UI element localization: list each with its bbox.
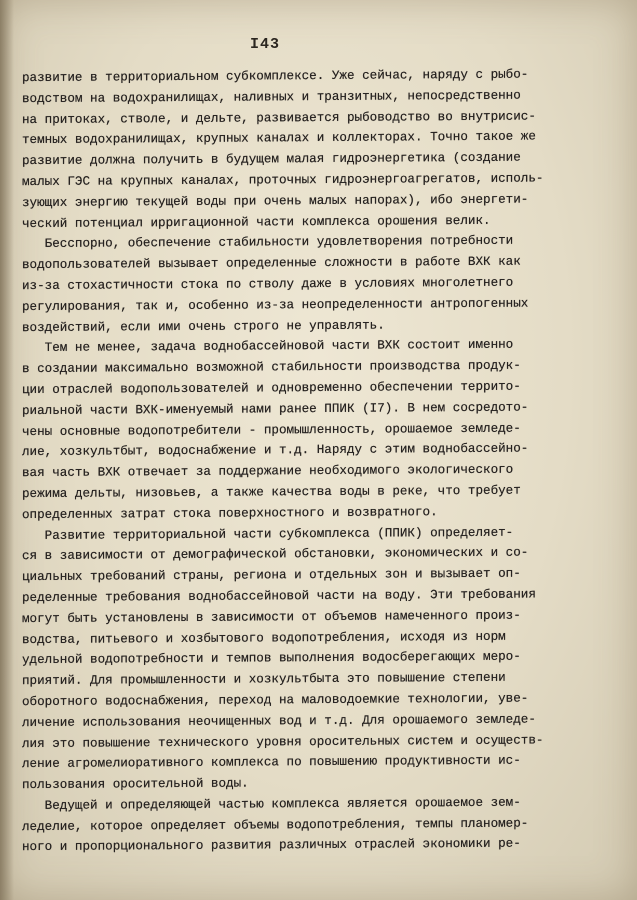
text-line: малых ГЭС на крупных каналах, проточных гидроэнергоагрегатов, исполь-	[22, 171, 544, 190]
text-line: зующих энергию текущей воды при очень малых напорах), ибо энергети-	[22, 192, 529, 210]
text-line: в создании максимально возможной стабильности производства продук-	[22, 358, 521, 377]
text-line: водства, питьевого и хозбытового водопотребления, исходя из норм	[22, 629, 506, 647]
text-line: водопользователей вызывает определенные сложности в работе ВХК как	[22, 254, 521, 273]
text-line: развитие должна получить в будущем малая гидроэнергетика (создание	[22, 150, 521, 169]
text-line: определенных затрат стока поверхностного и возвратного.	[22, 504, 438, 522]
text-line: риальной части ВХК-именуемый нами ранее ППИК (I7). В нем сосредото-	[22, 400, 529, 418]
text-line: темных водохранилищах, крупных каналах и коллекторах. Точно такое же	[22, 129, 536, 148]
page-number: I43	[250, 36, 281, 53]
text-line: воздействий, если ими очень строго не управлять.	[22, 318, 385, 335]
text-line: ся в зависимости от демографической обстановки, экономических и со-	[22, 545, 529, 564]
text-line: из-за стохастичности стока по стволу даже в условиях многолетнего	[22, 275, 514, 294]
text-line: личение использования неочищенных вод и т.д. Для орошаемого земледе-	[22, 712, 536, 730]
text-line: Развитие территориальной части субкомплекса (ППИК) определяет-	[22, 525, 514, 543]
text-line: Ведущей и определяющей частью комплекса является орошаемое зем-	[22, 795, 521, 813]
text-line: ческий потенциал ирригационной части комплекса орошения велик.	[22, 213, 491, 231]
text-line: вая часть ВХК отвечает за поддержание необходимого экологического	[22, 462, 514, 481]
text-line: леделие, которое определяет объемы водопотребления, темпы планомер-	[22, 816, 529, 834]
text-line: приятий. Для промышленности и хозкультбыта это повышение степени	[22, 670, 506, 689]
text-line: ции отраслей водопользователей и одновременно обеспечении террито-	[22, 379, 521, 398]
text-line: режима дельты, низовьев, а также качества воды в реке, что требует	[22, 483, 521, 502]
text-line: лия это повышение технического уровня оросительных систем и осуществ-	[22, 732, 544, 751]
text-line: лие, хозкультбыт, водоснабжение и т.д. Наряду с этим воднобассейно-	[22, 441, 529, 460]
text-line: удельной водопотребности и темпов выполнения водосберегающих меро-	[22, 649, 521, 668]
text-line: водством на водохранилищах, наливных и транзитных, непосредственно	[22, 88, 521, 106]
text-line: пользования оросительной воды.	[22, 776, 249, 793]
text-line: оборотного водоснабжения, переход на маловодоемкие технологии, уве-	[22, 691, 529, 710]
text-line: развитие в территориальном субкомплексе. Уже сейчас, наряду с рыбо-	[22, 67, 529, 86]
text-line: регулирования, так и, особенно из-за неопределенности антропогенных	[22, 296, 529, 314]
body-text	[22, 66, 622, 856]
text-line: чены основные водопотребители - промышленность, орошаемое земледе-	[22, 421, 521, 439]
text-line: могут быть установлены в зависимости от объемов намеченного произ-	[22, 608, 521, 626]
text-line: циальных требований страны, региона и отдельных зон и вызывает оп-	[22, 566, 521, 585]
text-line: ление агромелиоративного комплекса по повышению продуктивности ис-	[22, 753, 521, 772]
text-line: ределенные требования воднобассейновой части на воду. Эти требования	[22, 587, 536, 606]
text-line: Бесспорно, обеспечение стабильности удовлетворения потребности	[22, 234, 514, 252]
text-line: на притоках, стволе, и дельте, развивается рыбоводство во внутрисис-	[22, 109, 536, 127]
text-line: ного и пропорционального развития различных отраслей экономики ре-	[22, 837, 521, 855]
text-line: Тем не менее, задача воднобассейновой части ВХК состоит именно	[22, 338, 514, 356]
